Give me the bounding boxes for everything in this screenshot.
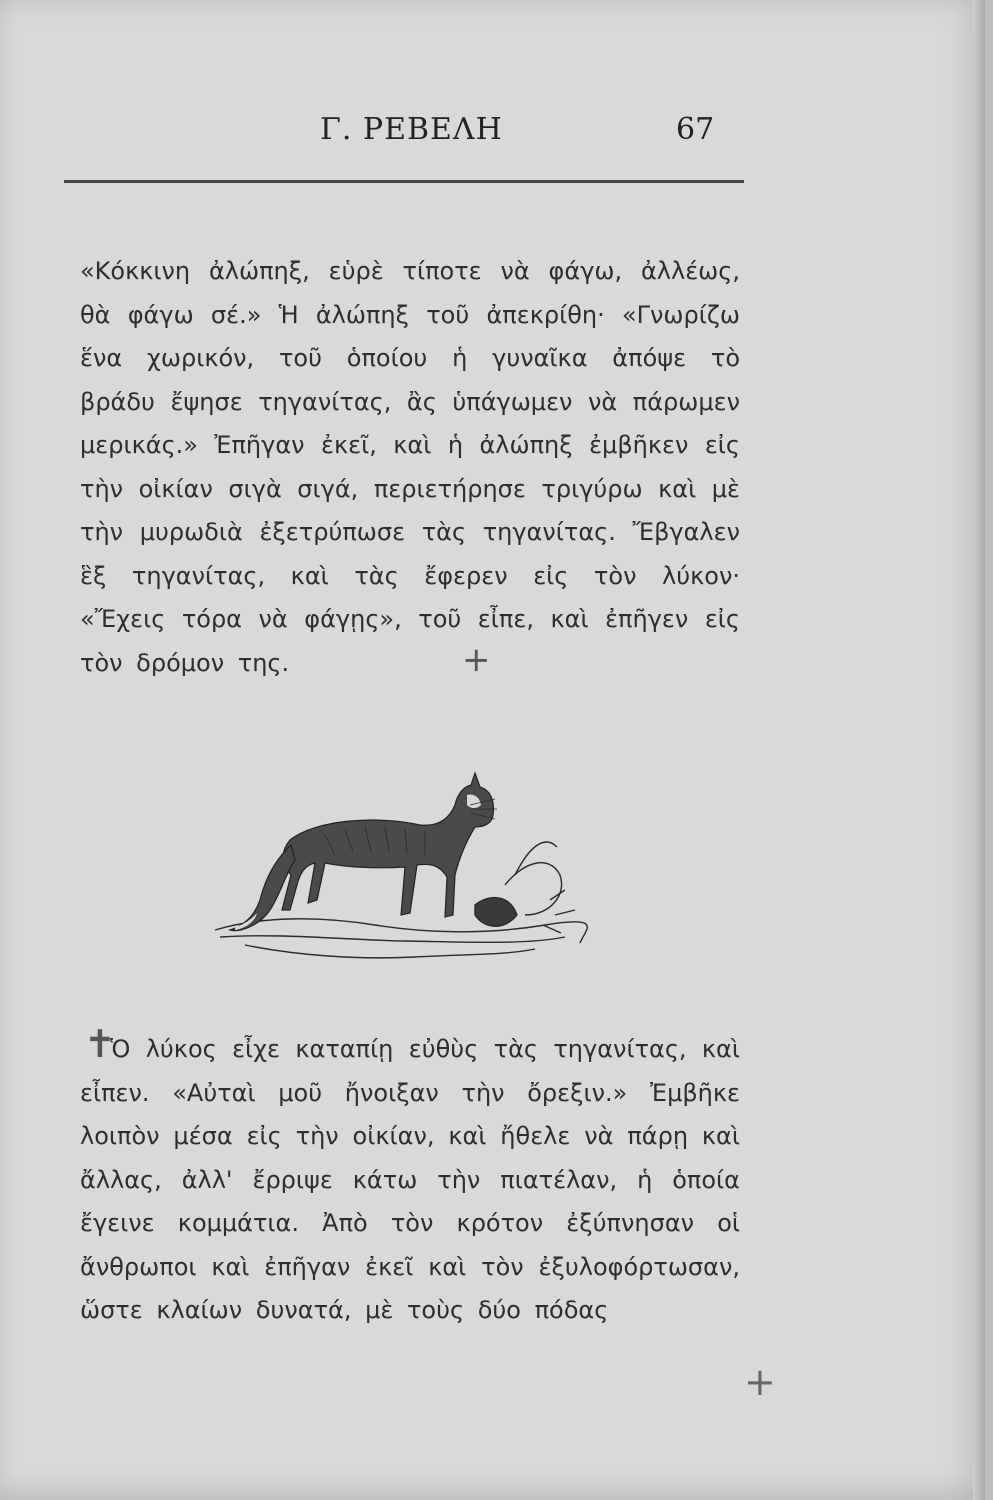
handwritten-mark-2: ✝ bbox=[84, 1022, 116, 1066]
page-number: 67 bbox=[676, 112, 715, 147]
header-rule bbox=[64, 180, 744, 183]
running-head bbox=[0, 112, 993, 152]
paragraph-2-text: Ὁ λύκος εἶχε καταπίῃ εὐθὺς τὰς τηγανίτας, καὶ εἶπεν. «Αὐταὶ μοῦ ἤνοιξαν τὴν ὄρεξιν.» Ἐμβῆκε λοιπὸν μέσα εἰς τὴν οἰκίαν, καὶ ἤθελε νὰ πάρῃ καὶ ἄλλας, ἀλλ' ἔρριψε κάτω τὴν πιατέλαν, ἡ ὁποία ἔγεινε κομμάτια. Ἀπὸ τὸν κρότον ἐξύπνησαν οἱ ἄνθρωποι καὶ ἐπῆγαν ἐκεῖ καὶ τὸν ἐξυλοφόρτωσαν, ὥστε κλαίων δυνατά, μὲ τοὺς δύο πόδας bbox=[80, 1035, 740, 1324]
handwritten-mark-1: + bbox=[462, 640, 491, 680]
handwritten-mark-3: + bbox=[744, 1360, 776, 1404]
paragraph-2 bbox=[80, 1028, 740, 1333]
running-title: Γ. ΡΕΒΕΛΗ bbox=[320, 112, 503, 147]
paragraph-1-text: «Κόκκινη ἀλώπηξ, εὑρὲ τίποτε νὰ φάγω, ἀλλέως, θὰ φάγω σέ.» Ἡ ἀλώπηξ τοῦ ἀπεκρίθη· «Γνωρίζω ἕνα χωρικόν, τοῦ ὁποίου ἡ γυναῖκα ἀπόψε τὸ βράδυ ἔψησε τηγανίτας, ἂς ὑπάγωμεν νὰ πάρωμεν μερικάς.» Ἐπῆγαν ἐκεῖ, καὶ ἡ ἀλώπηξ ἐμβῆκεν εἰς τὴν οἰκίαν σιγὰ σιγά, περιετήρησε τριγύρω καὶ μὲ τὴν μυρωδιὰ ἐξετρύπωσε τὰς τηγανίτας. Ἔβγαλεν ἓξ τηγανίτας, καὶ τὰς ἔφερεν εἰς τὸν λύκον· «Ἔχεις τόρα νὰ φάγῃς», τοῦ εἶπε, καὶ ἐπῆγεν εἰς τὸν δρόμον της. bbox=[80, 257, 740, 677]
paragraph-1 bbox=[80, 250, 740, 685]
fox-illustration bbox=[205, 765, 600, 985]
page-edge bbox=[973, 0, 985, 1500]
